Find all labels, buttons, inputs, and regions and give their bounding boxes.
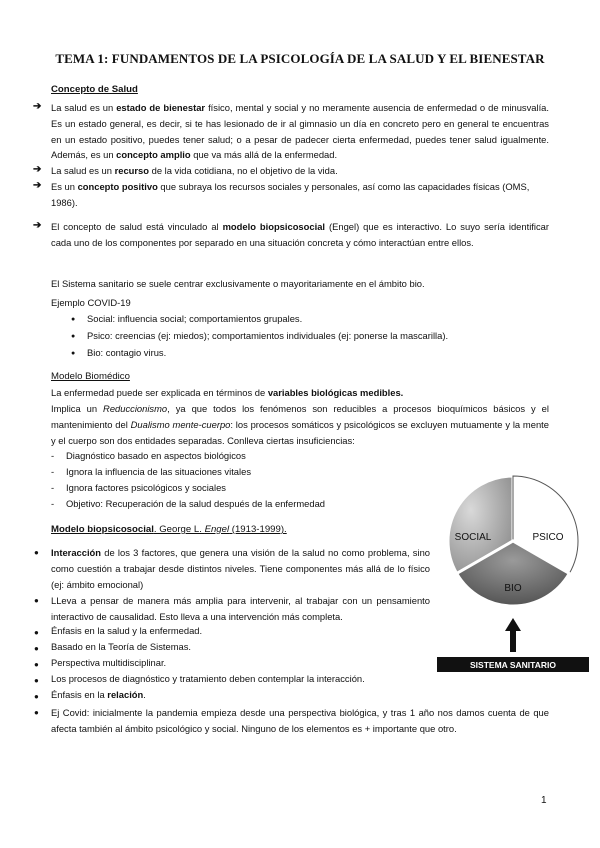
paragraph-pensar-amplio: LLeva a pensar de manera más amplia para intervenir, al trabajar con un pensamiento interactivo de causalidad. Esto lleva a una intervención más completa.	[51, 595, 430, 622]
list-item: Psico: creencias (ej: miedos); comportamientos individuales (ej: ponerse la mascarilla).	[87, 330, 449, 341]
list-item: Objetivo: Recuperación de la salud después de la enfermedad	[66, 498, 326, 509]
list-item: Basado en la Teoría de Sistemas.	[51, 641, 192, 652]
list-item: Los procesos de diagnóstico y tratamiento deben contemplar la interacción.	[51, 673, 365, 684]
up-arrow-icon	[505, 618, 521, 631]
paragraph-sistema-sanitario: El Sistema sanitario se suele centrar exclusivamente o mayoritariamente en el ámbito bio.	[51, 278, 425, 289]
arrow-bullet-icon: ➔	[33, 180, 42, 191]
dot-bullet-icon: ●	[34, 596, 39, 605]
dash-bullet: -	[51, 482, 55, 493]
list-item: Perspectiva multidisciplinar.	[51, 657, 167, 668]
social-label: SOCIAL	[454, 532, 492, 543]
paragraph-salud-recurso: La salud es un recurso de la vida cotidiana, no el objetivo de la vida.	[51, 165, 338, 176]
paragraph-ej-covid: Ej Covid: inicialmente la pandemia empieza desde una perspectiva biológica, y tras 1 año nos damos cuenta de que afecta también al ámbito psicológico y social. Ninguno de los elementos es + importante que otro.	[51, 707, 549, 734]
arrow-bullet-icon: ➔	[33, 220, 42, 231]
paragraph-interaccion: Interacción de los 3 factores, que genera una visión de la salud no como problema, sino como cuestión a trabajar desde distintos niveles. Tiene componentes más allá de lo físico (ej: ámbito emocional)	[51, 547, 430, 590]
dot-bullet-icon: ●	[34, 676, 39, 685]
arrow-bullet-icon: ➔	[33, 101, 42, 112]
section-heading-biopsicosocial: Modelo biopsicosocial. George L. Engel (1913-1999).	[51, 524, 287, 535]
list-item: Énfasis en la salud y la enfermedad.	[51, 625, 203, 636]
section-heading-biomedico: Modelo Biomédico	[51, 371, 130, 382]
list-item: Diagnóstico basado en aspectos biológicos	[66, 450, 246, 461]
dot-bullet-icon: ●	[34, 644, 39, 653]
dash-bullet: -	[51, 450, 55, 461]
dot-bullet-icon: ●	[34, 692, 39, 701]
dash-bullet: -	[51, 466, 55, 477]
list-item: Ignora la influencia de las situaciones vitales	[66, 466, 252, 477]
dot-bullet-icon: ●	[34, 660, 39, 669]
dot-bullet-icon: ●	[71, 316, 76, 323]
section-heading-concepto: Concepto de Salud	[51, 84, 138, 95]
sistema-sanitario-caption: SISTEMA SANITARIO	[470, 660, 556, 670]
dot-bullet-icon: ●	[34, 548, 39, 557]
list-item: Énfasis en la relación.	[51, 689, 146, 700]
paragraph-reduccionismo: Implica un Reduccionismo, ya que todos los fenómenos son reducibles a procesos bioquímicos básicos y el mantenimiento del Dualismo mente-cuerpo: los procesos somáticos y psicológicos se excluyen mutuamente y la mente y el cuerpo son dos entidades separadas. Conlleva ciertas insuficiencias:	[51, 403, 549, 446]
list-item: Ignora factores psicológicos y sociales	[66, 482, 226, 493]
dot-bullet-icon: ●	[71, 350, 76, 357]
biopsicosocial-diagram	[433, 468, 593, 678]
paragraph-salud-definicion: La salud es un estado de bienestar físico, mental y social y no meramente ausencia de enfermedad o de minusvalía. Es un estado general, es decir, si te has lesionado de ir al gimnasio un día en concreto pero en general te encuentras en un estado positivo, puedes tener salud; o a pesar de padecer cierta enfermedad, puedes tener salud igualmente. Además, es un concepto amplio que va más allá de la enfermedad.	[51, 102, 549, 161]
dot-bullet-icon: ●	[34, 708, 39, 717]
paragraph-biomedico-intro: La enfermedad puede ser explicada en términos de variables biológicas medibles.	[51, 387, 404, 398]
bio-label: BIO	[504, 583, 522, 594]
page-number: 1	[541, 795, 547, 806]
paragraph-concepto-positivo: Es un concepto positivo que subraya los recursos sociales y personales, así como las capacidades físicas (OMS, 1986).	[51, 181, 530, 208]
paragraph-modelo-biopsicosocial: El concepto de salud está vinculado al modelo biopsicosocial (Engel) que es interactivo. Lo suyo sería identificar cada uno de los componentes por separado en una situación concreta y cómo interactúan entre ellos.	[51, 221, 549, 248]
dot-bullet-icon: ●	[34, 628, 39, 637]
list-item: Social: influencia social; comportamientos grupales.	[87, 313, 303, 324]
page-title: TEMA 1: FUNDAMENTOS DE LA PSICOLOGÍA DE LA SALUD Y EL BIENESTAR	[55, 51, 545, 66]
dot-bullet-icon: ●	[71, 333, 76, 340]
arrow-bullet-icon: ➔	[33, 164, 42, 175]
psico-label: PSICO	[532, 532, 564, 543]
list-item: Bio: contagio virus.	[87, 347, 167, 358]
arrow-shaft	[510, 630, 516, 652]
dash-bullet: -	[51, 498, 55, 509]
ejemplo-heading: Ejemplo COVID-19	[51, 297, 131, 308]
